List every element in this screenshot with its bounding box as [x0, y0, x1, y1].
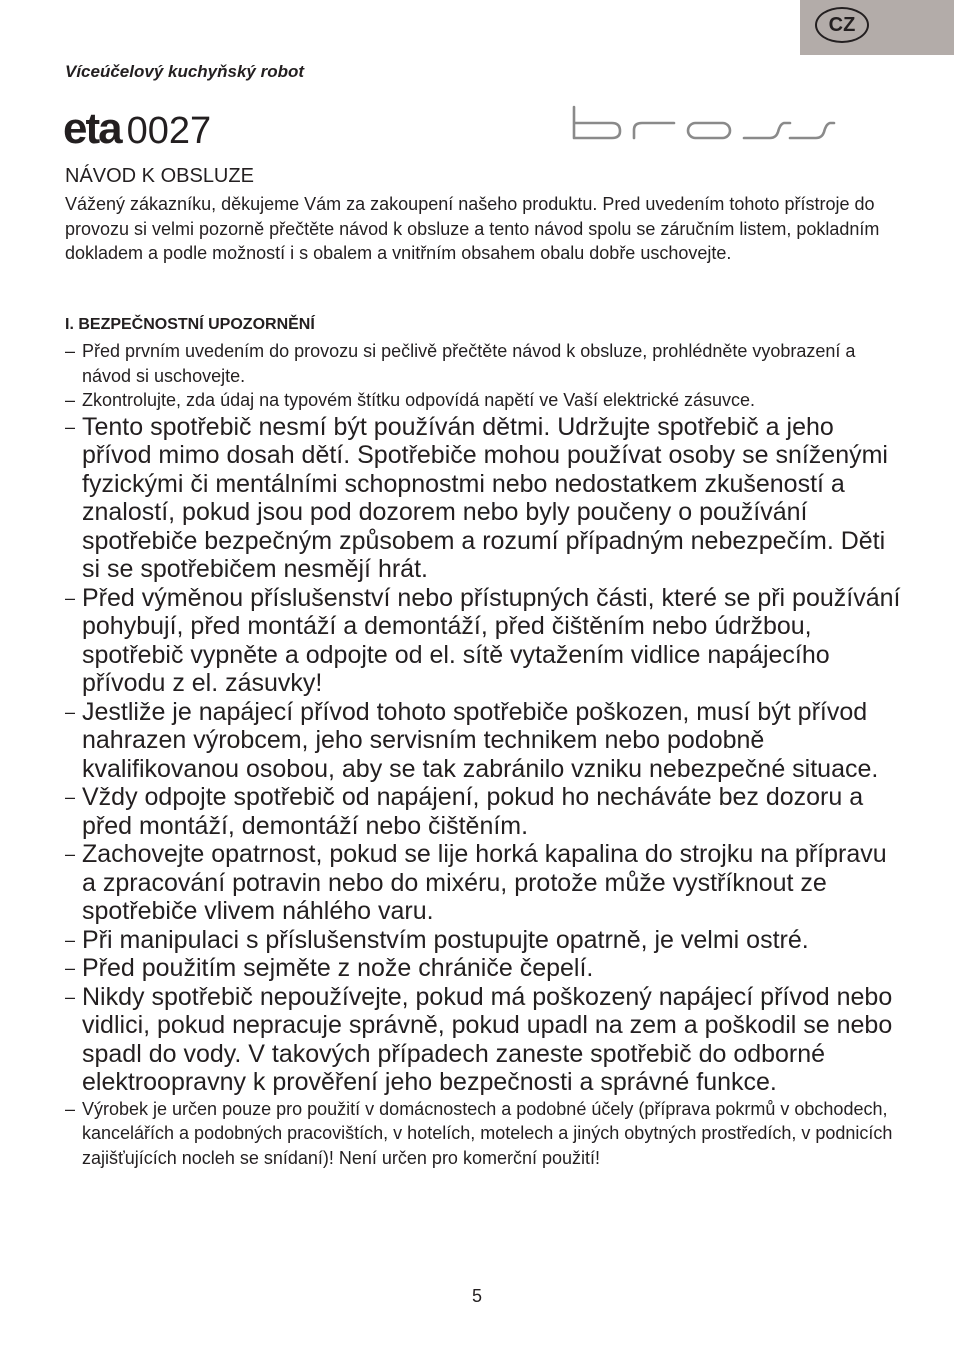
- list-item-text: Jestliže je napájecí přívod tohoto spotřebiče poškozen, musí být přívod nahrazen výrobcem, jeho servisním technikem nebo podobně kvalifikovanou osobou, aby se tak zabránilo vzniku nebezpečné situace.: [82, 697, 879, 783]
- list-item: [65, 339, 905, 388]
- list-dash: –: [65, 929, 76, 950]
- list-item-text: Tento spotřebič nesmí být používán dětmi. Udržujte spotřebič a jeho přívod mimo dosah dětí. Spotřebiče mohou používat osoby se sníženými fyzickými či mentálními schopnostmi nebo nedostatkem zkušeností a znalostí, pokud jsou pod dozorem nebo byly poučeny o používání spotřebiče bezpečným způsobem a rozumí případným nebezpečím. Děti si se spotřebičem nesmějí hrát.: [82, 412, 888, 583]
- list-dash: –: [65, 1098, 76, 1119]
- list-item-text: Výrobek je určen pouze pro použití v domácnostech a podobné účely (příprava pokrmů v obchodech, kancelářích a podobných pracovištích, v hotelích, motelech a jiných obytných prostředích, v podnicích zajišťujících nocleh se snídaní)! Není určen pro komerční použití!: [82, 1098, 893, 1168]
- list-item: [65, 983, 905, 1097]
- list-item-text: Nikdy spotřebič nepoužívejte, pokud má poškozený napájecí přívod nebo vidlici, pokud nepracuje správně, pokud upadl na zem a poškodil se nebo spadl do vody. V takových případech zaneste spotřebič do odborné elektroopravny k prověření jeho bezpečnosti a správné funkce.: [82, 982, 893, 1096]
- list-item: [65, 1097, 905, 1171]
- list-dash: –: [65, 958, 76, 978]
- bross-logo: [570, 104, 836, 142]
- list-item: [65, 840, 905, 926]
- list-item-text: Zkontrolujte, zda údaj na typovém štítku odpovídá napětí ve Vaší elektrické zásuvce.: [82, 390, 756, 410]
- list-item-text: Při manipulaci s příslušenstvím postupujte opatrně, je velmi ostré.: [82, 925, 809, 954]
- section-title: I. BEZPEČNOSTNÍ UPOZORNĚNÍ: [65, 316, 315, 333]
- model-number: 0027: [126, 110, 212, 152]
- intro-paragraph: Vážený zákazníku, děkujeme Vám za zakoupení našeho produktu. Pred uvedením tohoto přístroje do provozu si velmi pozorně přečtěte návod k obsluze a tento návod spolu se záručním listem, pokladním dokladem a podle možností i s obalem a vnitřním obsahem obalu dobře uschovejte.: [65, 194, 880, 263]
- list-item-text: Před použitím sejměte z nože chrániče čepelí.: [82, 954, 594, 982]
- list-item-text: Vždy odpojte spotřebič od napájení, pokud ho necháváte bez dozoru a před montáží, demontáží nebo čištěním.: [82, 783, 864, 840]
- list-item: [65, 698, 905, 784]
- list-dash: –: [65, 341, 76, 361]
- list-dash: –: [65, 701, 76, 722]
- list-item-text: Zachovejte opatrnost, pokud se lije horká kapalina do strojku na přípravu a zpracování potravin nebo do mixéru, protože může vystříknout ze spotřebiče vlivem náhlého varu.: [82, 840, 887, 925]
- list-item: [65, 926, 905, 955]
- list-item: [65, 783, 905, 840]
- product-subtitle: Víceúčelový kuchyňský robot: [65, 62, 305, 81]
- list-dash: –: [65, 390, 76, 410]
- safety-list: [65, 339, 905, 1170]
- list-item-text: Před prvním uvedením do provozu si pečlivě přečtěte návod k obsluze, prohlédněte vyobrazení a návod si uschovejte.: [82, 341, 856, 386]
- page-number: 5: [471, 1286, 482, 1306]
- list-dash: –: [65, 844, 76, 864]
- list-item-text: Před výměnou příslušenství nebo přístupných části, které se při používání pohybují, před montáží a demontáží, před čištěním nebo údržbou, spotřebič vypněte a odpojte od el. sítě vytažením vidlice napájecího přívodu z el. zásuvky!: [82, 583, 901, 697]
- list-item: [65, 954, 905, 983]
- list-item: [65, 584, 905, 698]
- list-dash: –: [65, 787, 76, 807]
- language-badge: CZ: [815, 7, 869, 43]
- list-dash: –: [65, 416, 76, 437]
- list-item: [65, 388, 905, 413]
- model-heading: [63, 104, 211, 154]
- manual-title: NÁVOD K OBSLUZE: [65, 165, 254, 187]
- list-dash: –: [65, 587, 76, 608]
- list-dash: –: [65, 986, 76, 1007]
- brand-name: eta: [63, 104, 121, 153]
- list-item: [65, 413, 905, 584]
